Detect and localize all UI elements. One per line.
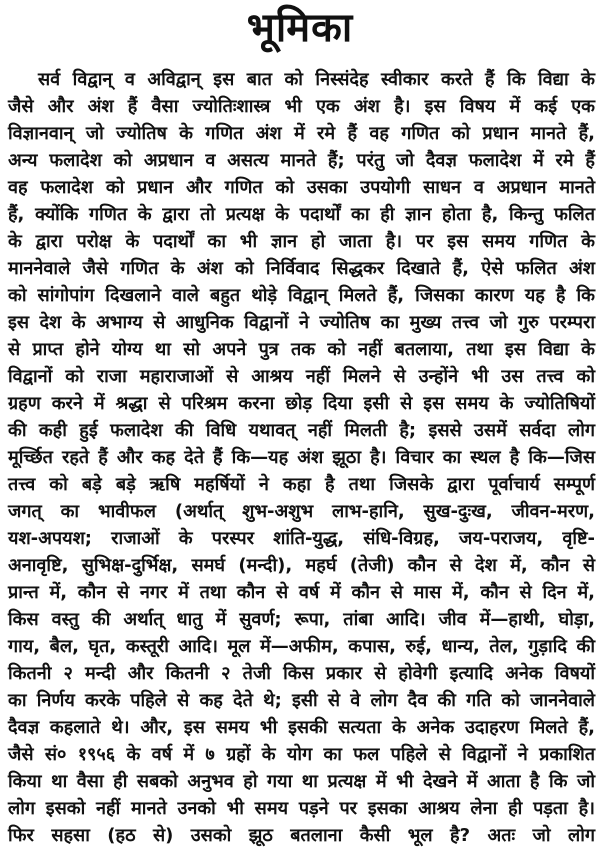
text-line: लोग इसको नहीं मानते उनको भी समय पड़ने पर इसका आश्रय लेना ही पड़ता है। <box>8 798 595 819</box>
text-line: माननेवाले जैसे गणित के अंश को निर्विवाद सिद्धकर दिखाते हैं, ऐसे फलित अंश <box>8 258 595 279</box>
text-line: से प्राप्त होने योग्य था सो अपने पुत्र तक को नहीं बतलाया, तथा इस विद्या के <box>8 339 595 360</box>
text-line: के द्वारा परोक्ष के पदार्थों का भी ज्ञान हो जाता है। पर इस समय गणित के <box>8 231 595 252</box>
text-line: प्रान्त में, कौन से नगर में तथा कौन से वर्ष में कौन से मास में, कौन से दिन में, <box>8 582 595 603</box>
text-line: इस देश के अभाग्य से आधुनिक विद्वानों ने ज्योतिष का मुख्य तत्त्व जो गुरु परम्परा <box>8 312 595 333</box>
text-line: अन्य फलादेश को अप्रधान व असत्य मानते हैं; परंतु जो दैवज्ञ फलादेश में रमे हैं <box>8 150 595 171</box>
text-line: किया था वैसा ही सबको अनुभव हो गया था प्रत्यक्ष में भी देखने में आता है कि जो <box>8 771 595 792</box>
text-line: सर्व विद्वान् व अविद्वान् इस बात को निस्संदेह स्वीकार करते हैं कि विद्या के <box>38 69 595 90</box>
text-line: जैसे और अंश हैं वैसा ज्योतिःशास्त्र भी एक अंश है। इस विषय में कई एक <box>8 96 595 117</box>
text-line: वह फलादेश को प्रधान और गणित को उसका उपयोगी साधन व अप्रधान मानते <box>8 177 595 198</box>
text-line: विज्ञानवान् जो ज्योतिष के गणित अंश में रमे हैं वह गणित को प्रधान मानते हैं, <box>8 123 595 144</box>
text-line: की कही हुई फलादेश की विधि यथावत् नहीं मिलती है; इससे उसमें सर्वदा लोग <box>8 420 595 441</box>
text-line: मूर्च्छित रहते हैं और कह देते हैं कि—यह अंश झूठा है। विचार का स्थल है कि—जिस <box>8 447 595 468</box>
text-line: जगत् का भावीफल (अर्थात् शुभ-अशुभ लाभ-हानि, सुख-दुःख, जीवन-मरण, <box>8 501 595 522</box>
text-line: ग्रहण करने में श्रद्धा से परिश्रम करना छोड़ दिया इसी से इस समय के ज्योतिषियों <box>8 393 595 414</box>
text-line: तत्त्व को बड़े बड़े ऋषि महर्षियों ने कहा है तथा जिसके द्वारा पूर्वाचार्य सम्पूर्ण <box>8 474 595 495</box>
body-paragraph <box>8 66 595 849</box>
text-line: गाय, बैल, घृत, कस्तूरी आदि। मूल में—अफीम, कपास, रुई, धान्य, तेल, गुड़ादि की <box>8 636 595 657</box>
text-line: का निर्णय करके पहिले से कह देते थे; इसी से वे लोग दैव की गति को जाननेवाले <box>8 690 595 711</box>
text-line: यश-अपयश; राजाओं के परस्पर शांति-युद्ध, संधि-विग्रह, जय-पराजय, वृष्टि- <box>8 528 595 549</box>
text-line: किस वस्तु की अर्थात् धातु में सुवर्ण; रूपा, तांबा आदि। जीव में—हाथी, घोड़ा, <box>8 609 595 630</box>
text-line: दैवज्ञ कहलाते थे। और, इस समय भी इसकी सत्यता के अनेक उदाहरण मिलते हैं, <box>8 717 595 738</box>
text-line: विद्वानों को राजा महाराजाओं से आश्रय नहीं मिलने से उन्होंने भी उस तत्त्व को <box>8 366 595 387</box>
text-line: कितनी २ मन्दी और कितनी २ तेजी किस प्रकार से होवेगी इत्यादि अनेक विषयों <box>8 663 595 684</box>
text-line: जैसे सं० १९५६ के वर्ष में ७ ग्रहों के योग का फल पहिले से विद्वानों ने प्रकाशित <box>8 744 595 765</box>
text-line: फिर सहसा (हठ से) उसको झूठ बतलाना कैसी भूल है? अतः जो लोग <box>8 825 595 846</box>
page-title: भूमिका <box>246 5 354 51</box>
text-line: को सांगोपांग दिखलाने वाले बहुत थोड़े विद्वान् मिलते हैं, जिसका कारण यह है कि <box>8 285 595 306</box>
text-line: अनावृष्टि, सुभिक्ष-दुर्भिक्ष, समर्घ (मन्दी), महर्घ (तेजी) कौन से देश में, कौन से <box>8 555 595 576</box>
text-line: हैं, क्योंकि गणित के द्वारा तो प्रत्यक्ष के पदार्थों का ही ज्ञान होता है, किन्तु फलित <box>8 204 595 225</box>
